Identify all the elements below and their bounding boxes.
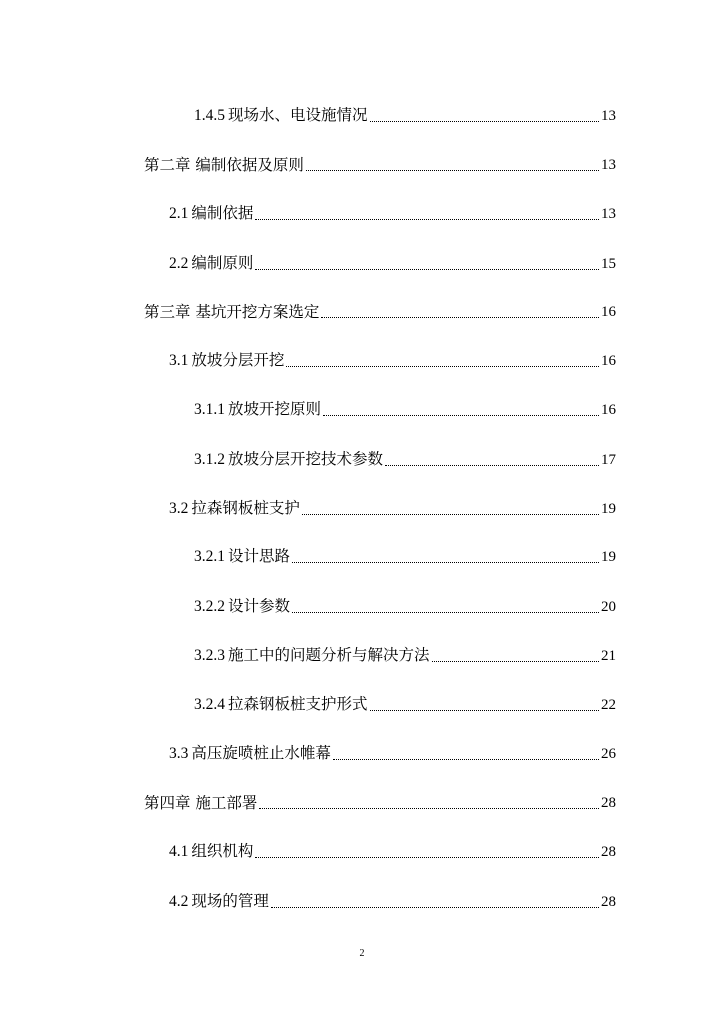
toc-entry-page: 26 <box>601 746 616 762</box>
toc-entry-number: 3.1 <box>169 352 189 369</box>
toc-leader-dots <box>432 657 599 662</box>
toc-leader-dots <box>370 706 599 711</box>
toc-leader-dots <box>255 853 599 858</box>
toc-entry-2-2[interactable] <box>169 248 616 274</box>
toc-entry-page: 19 <box>601 501 616 517</box>
toc-leader-dots <box>271 903 599 908</box>
toc-entry-chapter-4[interactable] <box>144 787 616 813</box>
toc-entry-chapter-2[interactable] <box>144 149 616 175</box>
toc-entry-3-2-2[interactable] <box>194 591 616 617</box>
toc-leader-dots <box>286 362 599 367</box>
toc-entry-number: 3.2 <box>169 500 189 517</box>
toc-entry-label <box>194 105 368 126</box>
toc-entry-3-2[interactable] <box>169 493 616 519</box>
toc-entry-number: 3.1.2 <box>194 451 225 468</box>
toc-leader-dots <box>259 804 599 809</box>
toc-entry-chapter-3[interactable] <box>144 296 616 322</box>
toc-entry-page: 13 <box>601 108 616 124</box>
toc-entry-title: 高压旋喷桩止水帷幕 <box>191 744 331 762</box>
toc-entry-page: 17 <box>601 452 616 468</box>
toc-leader-dots <box>333 755 599 760</box>
toc-entry-page: 28 <box>601 894 616 910</box>
toc-entry-3-1[interactable] <box>169 345 616 371</box>
toc-entry-title: 编制原则 <box>191 254 254 272</box>
toc-leader-dots <box>306 166 599 171</box>
toc-entry-page: 13 <box>601 206 616 222</box>
toc-entry-label <box>169 350 284 371</box>
toc-leader-dots <box>292 558 599 563</box>
toc-entry-number: 2.1 <box>169 205 189 222</box>
toc-entry-3-1-1[interactable] <box>194 394 616 420</box>
toc-entry-label <box>144 302 319 322</box>
toc-entry-label <box>194 596 290 617</box>
toc-entry-number: 3.2.2 <box>194 598 225 615</box>
toc-entry-label <box>194 546 290 567</box>
toc-leader-dots <box>255 215 599 220</box>
toc-leader-dots <box>385 461 599 466</box>
toc-entry-3-3[interactable] <box>169 738 616 764</box>
toc-entry-label <box>194 694 368 715</box>
toc-entry-number: 4.1 <box>169 843 189 860</box>
toc-entry-label <box>194 645 430 666</box>
toc-leader-dots <box>323 411 599 416</box>
toc-entry-4-2[interactable] <box>169 886 616 912</box>
toc-entry-label <box>194 449 383 470</box>
toc-entry-number: 1.4.5 <box>194 107 225 124</box>
toc-entry-page: 13 <box>601 157 616 173</box>
toc-entry-3-1-2[interactable] <box>194 444 616 470</box>
toc-entry-number: 4.2 <box>169 893 189 910</box>
toc-entry-title: 拉森钢板桩支护形式 <box>228 695 368 713</box>
toc-entry-number: 2.2 <box>169 255 189 272</box>
toc-entry-title: 设计思路 <box>228 547 291 565</box>
toc-entry-page: 19 <box>601 549 616 565</box>
toc-entry-title: 组织机构 <box>191 842 254 860</box>
toc-entry-label <box>144 793 257 813</box>
toc-entry-page: 15 <box>601 256 616 272</box>
toc-entry-2-1[interactable] <box>169 198 616 224</box>
toc-leader-dots <box>370 117 599 122</box>
toc-entry-number: 3.2.3 <box>194 647 225 664</box>
toc-entry-page: 28 <box>601 844 616 860</box>
toc-entry-page: 28 <box>601 795 616 811</box>
toc-entry-page: 16 <box>601 402 616 418</box>
toc-entry-3-2-1[interactable] <box>194 541 616 567</box>
toc-entry-label <box>169 841 253 862</box>
toc-entry-label <box>169 253 253 274</box>
toc-entry-label <box>169 743 331 764</box>
toc-entry-title: 放坡分层开挖技术参数 <box>228 450 384 468</box>
toc-entry-title: 施工中的问题分析与解决方法 <box>228 646 430 664</box>
toc-entry-title: 拉森钢板桩支护 <box>191 499 300 517</box>
page-number: 2 <box>359 948 365 959</box>
toc-entry-page: 22 <box>601 697 616 713</box>
toc-entry-title: 第三章 基坑开挖方案选定 <box>144 303 320 321</box>
toc-entry-4-1[interactable] <box>169 836 616 862</box>
toc-entry-page: 21 <box>601 648 616 664</box>
toc-entry-title: 现场的管理 <box>191 892 269 910</box>
toc-entry-3-2-4[interactable] <box>194 689 616 715</box>
toc-entry-label <box>144 155 304 175</box>
toc-leader-dots <box>255 265 599 270</box>
toc-entry-title: 设计参数 <box>228 597 291 615</box>
toc-entry-title: 现场水、电设施情况 <box>228 106 368 124</box>
toc-entry-title: 第二章 编制依据及原则 <box>144 156 304 174</box>
toc-entry-number: 3.3 <box>169 745 189 762</box>
toc-leader-dots <box>302 510 599 515</box>
toc-entry-1-4-5[interactable] <box>194 100 616 126</box>
toc-entry-page: 20 <box>601 599 616 615</box>
toc-leader-dots <box>292 608 599 613</box>
toc-leader-dots <box>321 313 599 318</box>
toc-entry-title: 第四章 施工部署 <box>144 794 258 812</box>
toc-entry-number: 3.2.4 <box>194 696 225 713</box>
toc-entry-number: 3.2.1 <box>194 548 225 565</box>
toc-entry-page: 16 <box>601 353 616 369</box>
toc-entry-title: 放坡分层开挖 <box>191 351 285 369</box>
toc-entry-label <box>169 498 300 519</box>
toc-entry-label <box>169 203 253 224</box>
toc-entry-3-2-3[interactable] <box>194 640 616 666</box>
toc-entry-number: 3.1.1 <box>194 401 225 418</box>
toc-entry-title: 放坡开挖原则 <box>228 400 322 418</box>
toc-entry-label <box>194 399 321 420</box>
toc-entry-title: 编制依据 <box>191 204 254 222</box>
toc-entry-label <box>169 891 269 912</box>
toc-entry-page: 16 <box>601 304 616 320</box>
